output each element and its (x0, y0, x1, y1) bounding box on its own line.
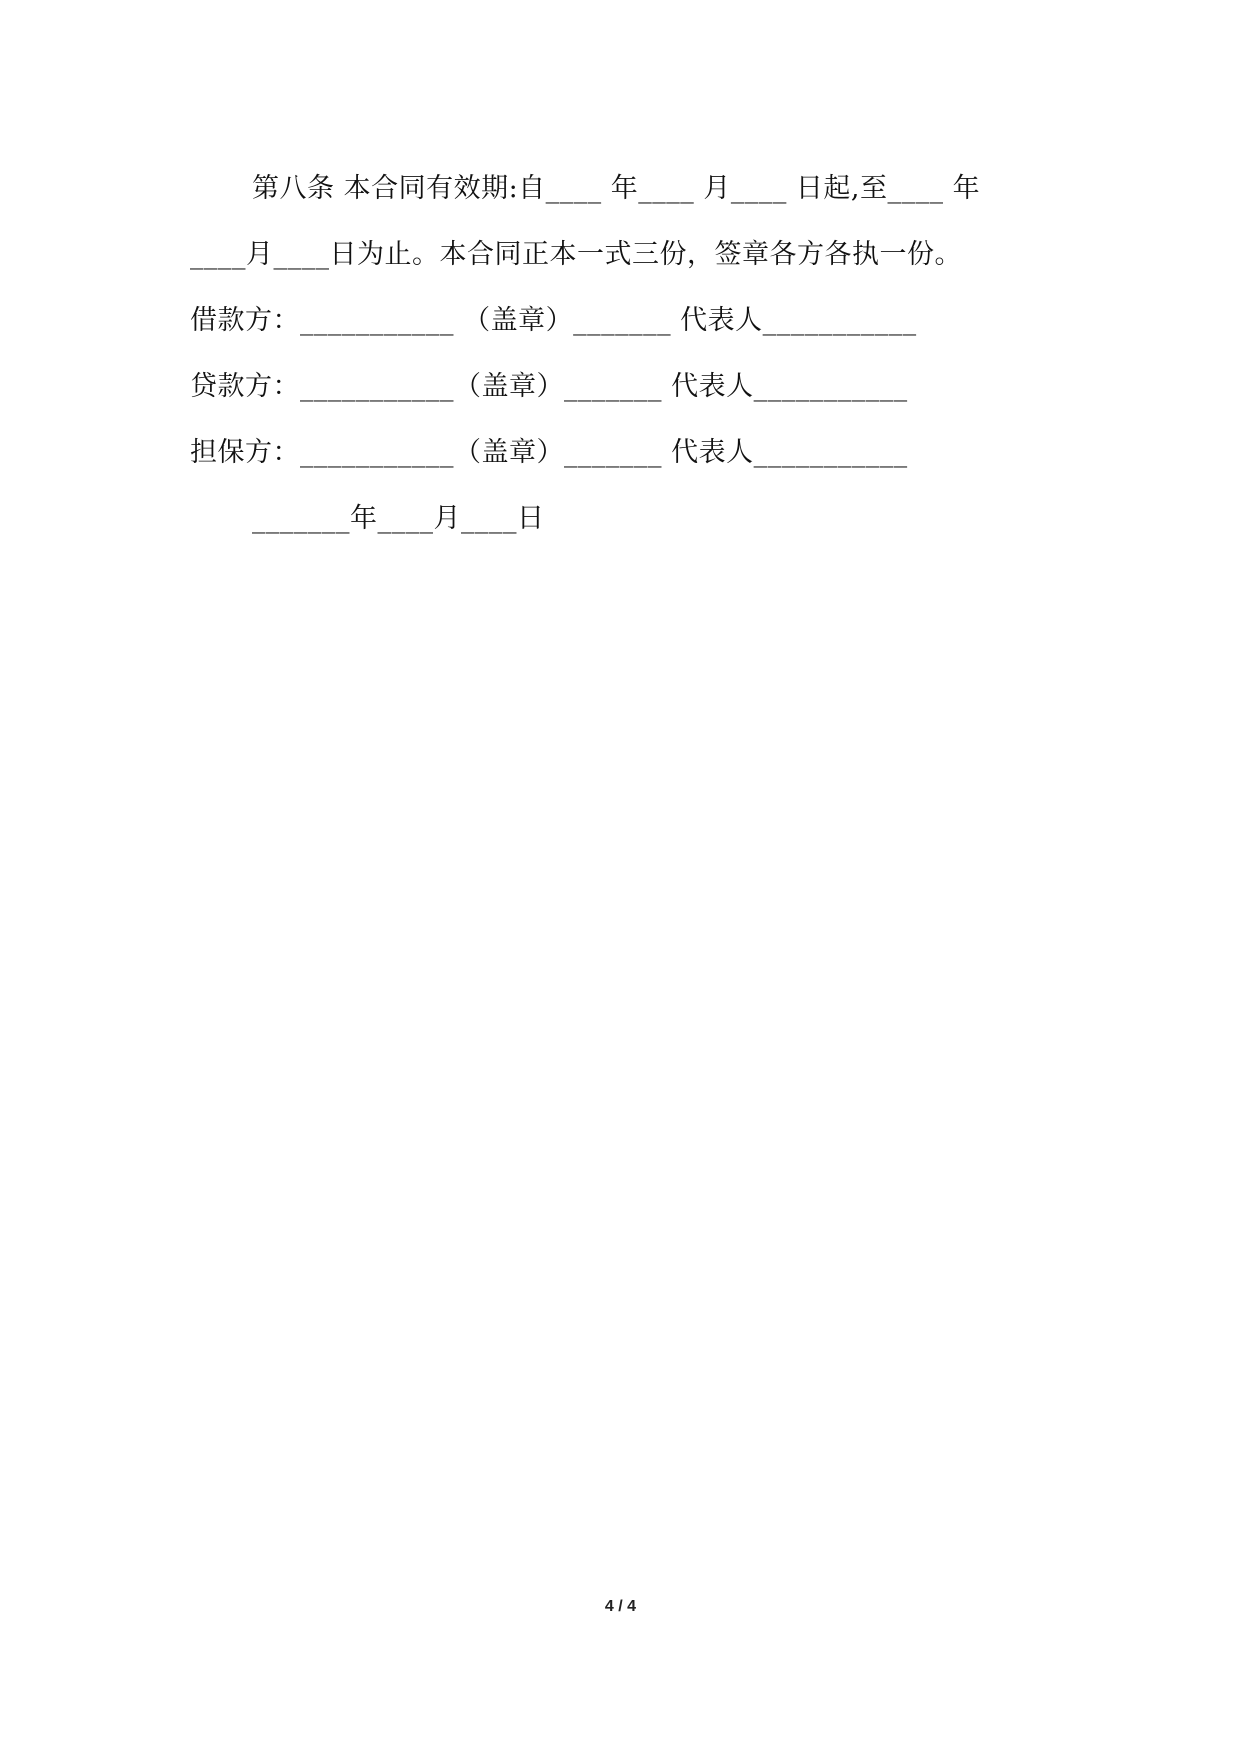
contract-body (190, 156, 1065, 552)
date-line: _______年____月____日 (252, 503, 545, 534)
borrower-signature-line: 借款方：___________ （盖章）_______ 代表人___________ (190, 305, 917, 336)
lender-signature-line: 贷款方：___________（盖章）_______ 代表人___________ (190, 371, 908, 402)
page-number: 4 / 4 (604, 1598, 637, 1615)
article-eight-line-2: ____月____日为止。本合同正本一式三份，签章各方各执一份。 (190, 239, 962, 270)
article-eight-line-1: 第八条 本合同有效期:自____ 年____ 月____ 日起,至____ 年 (252, 173, 981, 204)
guarantor-signature-line: 担保方：___________（盖章）_______ 代表人___________ (190, 437, 908, 468)
